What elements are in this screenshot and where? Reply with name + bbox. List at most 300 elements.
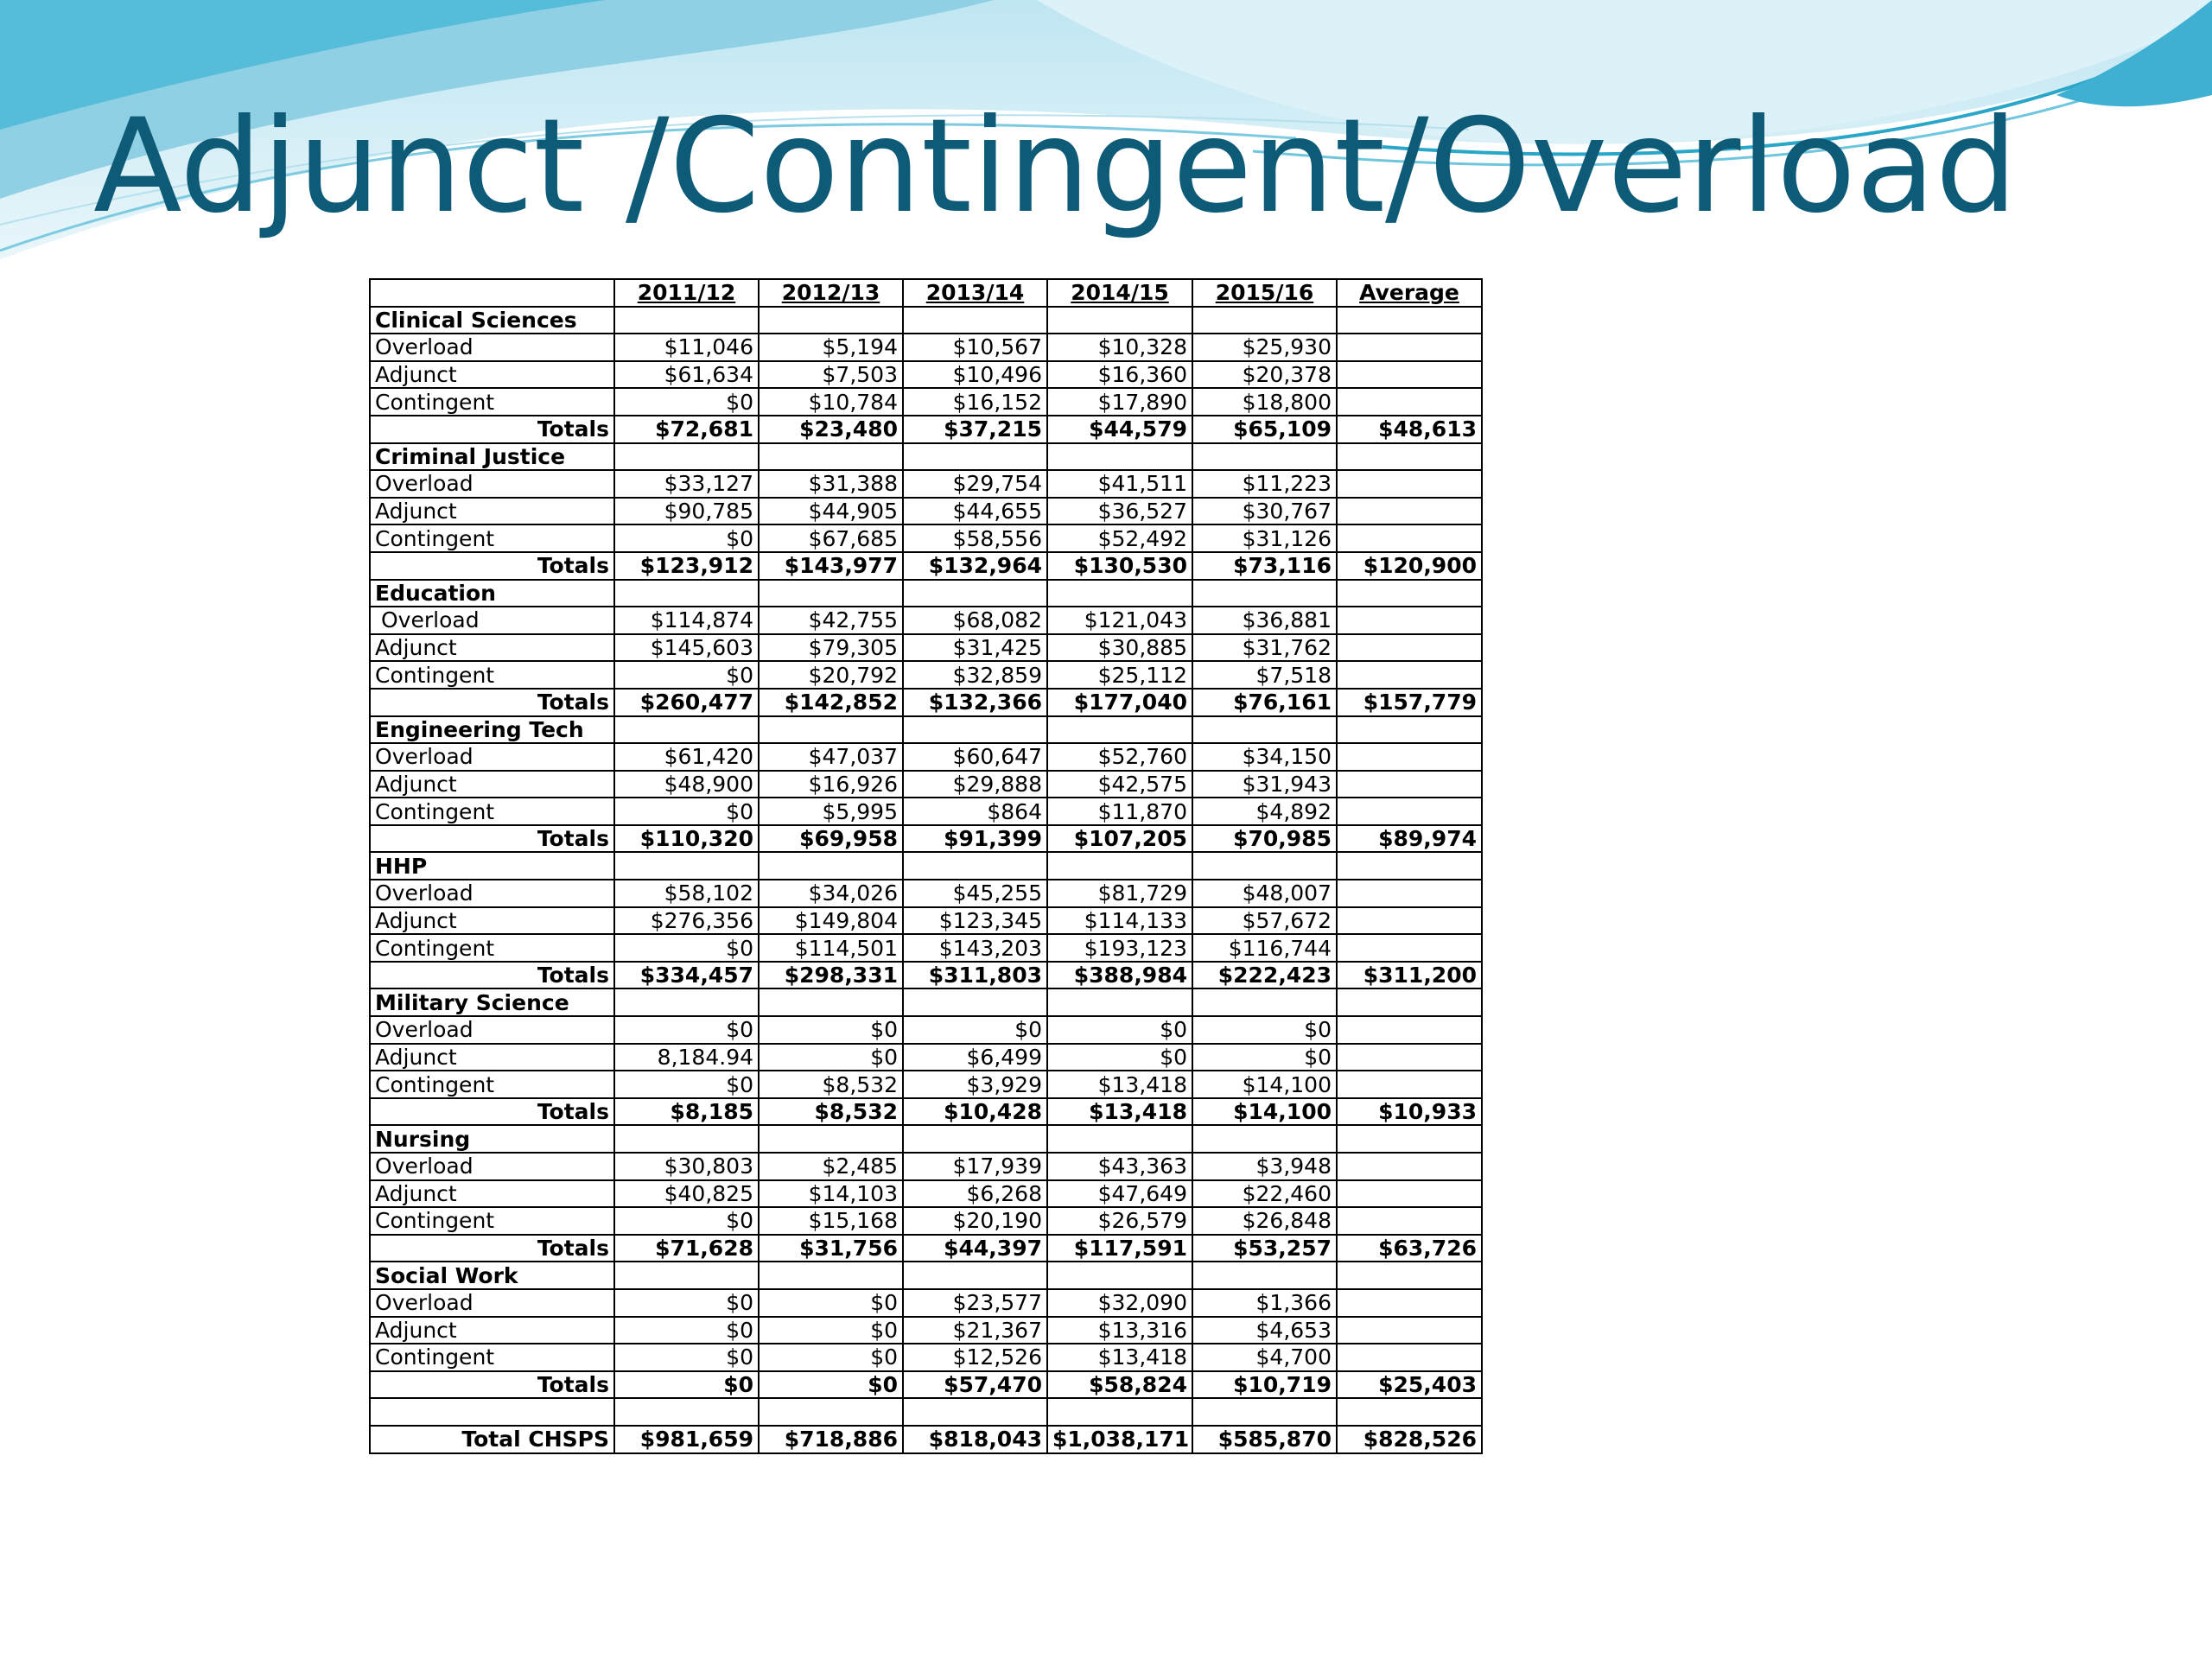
value-cell	[1047, 443, 1192, 471]
value-cell: $34,150	[1192, 743, 1337, 771]
value-cell	[1047, 307, 1192, 334]
value-cell: $311,803	[903, 962, 1047, 989]
table-row	[370, 498, 1482, 525]
value-cell	[1337, 1016, 1482, 1044]
value-cell: $132,964	[903, 552, 1047, 580]
budget-table	[369, 278, 1483, 1454]
column-header: Average	[1337, 279, 1482, 307]
value-cell	[1337, 1071, 1482, 1098]
row-label: Criminal Justice	[370, 443, 614, 471]
value-cell: $17,939	[903, 1153, 1047, 1180]
value-cell: $107,205	[1047, 825, 1192, 853]
section-header-row	[370, 988, 1482, 1016]
row-label: Adjunct	[370, 907, 614, 935]
value-cell: $60,647	[903, 743, 1047, 771]
table-row	[370, 771, 1482, 798]
value-cell: $72,681	[614, 416, 759, 443]
row-label: Overload	[370, 880, 614, 907]
value-cell: $0	[614, 798, 759, 825]
value-cell: $0	[614, 1317, 759, 1344]
value-cell	[1337, 607, 1482, 634]
value-cell: $48,900	[614, 771, 759, 798]
row-label: Adjunct	[370, 1317, 614, 1344]
value-cell: $26,848	[1192, 1207, 1337, 1235]
value-cell	[759, 988, 903, 1016]
value-cell: $8,185	[614, 1098, 759, 1126]
slide-title: Adjunct /Contingent/Overload	[93, 92, 2018, 242]
value-cell	[1337, 1344, 1482, 1371]
row-label: Contingent	[370, 934, 614, 962]
value-cell: $110,320	[614, 825, 759, 853]
value-cell: $17,890	[1047, 388, 1192, 416]
row-label: Totals	[370, 689, 614, 716]
table-header-row	[370, 279, 1482, 307]
value-cell: $0	[759, 1044, 903, 1071]
value-cell	[1337, 880, 1482, 907]
value-cell: $143,203	[903, 934, 1047, 962]
value-cell: $16,926	[759, 771, 903, 798]
totals-row	[370, 1371, 1482, 1399]
table-row	[370, 470, 1482, 498]
value-cell	[614, 443, 759, 471]
table-row	[370, 334, 1482, 361]
table-row	[370, 1153, 1482, 1180]
table-row	[370, 661, 1482, 689]
value-cell: $45,255	[903, 880, 1047, 907]
value-cell: $70,985	[1192, 825, 1337, 853]
value-cell: $81,729	[1047, 880, 1192, 907]
value-cell: $89,974	[1337, 825, 1482, 853]
value-cell	[903, 580, 1047, 607]
value-cell: $91,399	[903, 825, 1047, 853]
table-row	[370, 607, 1482, 634]
row-label: Social Work	[370, 1262, 614, 1289]
value-cell: $123,912	[614, 552, 759, 580]
value-cell: $14,100	[1192, 1098, 1337, 1126]
value-cell: $36,527	[1047, 498, 1192, 525]
value-cell: $260,477	[614, 689, 759, 716]
value-cell	[759, 307, 903, 334]
value-cell	[759, 1125, 903, 1153]
value-cell: $117,591	[1047, 1235, 1192, 1262]
value-cell	[1337, 1398, 1482, 1426]
value-cell: $3,929	[903, 1071, 1047, 1098]
totals-row	[370, 552, 1482, 580]
value-cell: $1,366	[1192, 1289, 1337, 1317]
value-cell: $31,388	[759, 470, 903, 498]
value-cell: $0	[614, 934, 759, 962]
value-cell: $193,123	[1047, 934, 1192, 962]
value-cell: $121,043	[1047, 607, 1192, 634]
value-cell: $222,423	[1192, 962, 1337, 989]
row-label: Education	[370, 580, 614, 607]
row-label: Military Science	[370, 988, 614, 1016]
value-cell: $114,133	[1047, 907, 1192, 935]
value-cell: $0	[903, 1016, 1047, 1044]
value-cell: $0	[614, 388, 759, 416]
value-cell: $143,977	[759, 552, 903, 580]
value-cell	[1047, 852, 1192, 880]
table-row	[370, 1289, 1482, 1317]
value-cell: $37,215	[903, 416, 1047, 443]
value-cell	[1337, 361, 1482, 389]
value-cell: $34,026	[759, 880, 903, 907]
value-cell	[1192, 716, 1337, 744]
value-cell: $0	[1192, 1044, 1337, 1071]
table-row	[370, 524, 1482, 552]
value-cell: $11,223	[1192, 470, 1337, 498]
value-cell	[1337, 1289, 1482, 1317]
value-cell	[1337, 524, 1482, 552]
value-cell: $3,948	[1192, 1153, 1337, 1180]
table-row	[370, 1207, 1482, 1235]
value-cell: $47,037	[759, 743, 903, 771]
value-cell: $21,367	[903, 1317, 1047, 1344]
row-label: Contingent	[370, 1344, 614, 1371]
value-cell: $276,356	[614, 907, 759, 935]
table-row	[370, 1180, 1482, 1208]
row-label: Overload	[370, 607, 614, 634]
value-cell: $61,420	[614, 743, 759, 771]
column-header: 2012/13	[759, 279, 903, 307]
value-cell: $334,457	[614, 962, 759, 989]
value-cell	[1337, 498, 1482, 525]
value-cell: $44,579	[1047, 416, 1192, 443]
row-label: Totals	[370, 962, 614, 989]
value-cell: $6,499	[903, 1044, 1047, 1071]
value-cell: $123,345	[903, 907, 1047, 935]
value-cell: $8,532	[759, 1098, 903, 1126]
value-cell: $864	[903, 798, 1047, 825]
value-cell: $44,905	[759, 498, 903, 525]
value-cell	[614, 1125, 759, 1153]
value-cell: $0	[614, 1289, 759, 1317]
row-label: Totals	[370, 1371, 614, 1399]
value-cell: $13,316	[1047, 1317, 1192, 1344]
value-cell: $47,649	[1047, 1180, 1192, 1208]
value-cell: $44,655	[903, 498, 1047, 525]
value-cell: $41,511	[1047, 470, 1192, 498]
value-cell	[614, 716, 759, 744]
section-header-row	[370, 307, 1482, 334]
value-cell: $4,700	[1192, 1344, 1337, 1371]
value-cell	[1337, 743, 1482, 771]
value-cell: $388,984	[1047, 962, 1192, 989]
row-label: Contingent	[370, 798, 614, 825]
value-cell: $132,366	[903, 689, 1047, 716]
row-label: Engineering Tech	[370, 716, 614, 744]
value-cell	[903, 307, 1047, 334]
section-header-row	[370, 852, 1482, 880]
value-cell	[903, 1262, 1047, 1289]
value-cell	[1192, 852, 1337, 880]
row-label: Overload	[370, 1153, 614, 1180]
value-cell	[1337, 307, 1482, 334]
value-cell: $311,200	[1337, 962, 1482, 989]
value-cell	[614, 1262, 759, 1289]
totals-row	[370, 825, 1482, 853]
row-label: Adjunct	[370, 361, 614, 389]
value-cell	[1337, 470, 1482, 498]
value-cell	[1337, 1153, 1482, 1180]
value-cell: $58,102	[614, 880, 759, 907]
value-cell: $0	[614, 1344, 759, 1371]
value-cell	[1192, 307, 1337, 334]
value-cell: $0	[1192, 1016, 1337, 1044]
totals-row	[370, 962, 1482, 989]
row-label: Contingent	[370, 661, 614, 689]
value-cell: $29,754	[903, 470, 1047, 498]
value-cell: $10,719	[1192, 1371, 1337, 1399]
value-cell: $8,532	[759, 1071, 903, 1098]
value-cell: $2,485	[759, 1153, 903, 1180]
table-row	[370, 880, 1482, 907]
value-cell: $18,800	[1192, 388, 1337, 416]
totals-row	[370, 689, 1482, 716]
value-cell: $31,762	[1192, 634, 1337, 662]
row-label: Adjunct	[370, 498, 614, 525]
value-cell: $48,007	[1192, 880, 1337, 907]
value-cell	[1337, 852, 1482, 880]
value-cell: $16,152	[903, 388, 1047, 416]
value-cell	[1047, 580, 1192, 607]
value-cell: $142,852	[759, 689, 903, 716]
value-cell: $26,579	[1047, 1207, 1192, 1235]
value-cell: $0	[614, 661, 759, 689]
totals-row	[370, 1235, 1482, 1262]
value-cell: $5,995	[759, 798, 903, 825]
value-cell: $7,518	[1192, 661, 1337, 689]
value-cell	[759, 580, 903, 607]
value-cell: $42,575	[1047, 771, 1192, 798]
value-cell	[903, 988, 1047, 1016]
value-cell	[1192, 1125, 1337, 1153]
value-cell: $30,885	[1047, 634, 1192, 662]
value-cell: $10,567	[903, 334, 1047, 361]
value-cell	[1337, 1262, 1482, 1289]
value-cell: $818,043	[903, 1426, 1047, 1453]
value-cell: $14,103	[759, 1180, 903, 1208]
row-label: Overload	[370, 470, 614, 498]
section-header-row	[370, 1262, 1482, 1289]
value-cell	[614, 988, 759, 1016]
value-cell: $65,109	[1192, 416, 1337, 443]
value-cell: $0	[614, 1071, 759, 1098]
value-cell	[1337, 716, 1482, 744]
value-cell: $52,492	[1047, 524, 1192, 552]
value-cell: $25,112	[1047, 661, 1192, 689]
header-corner-cell	[370, 279, 614, 307]
value-cell	[614, 307, 759, 334]
value-cell: $22,460	[1192, 1180, 1337, 1208]
value-cell	[903, 852, 1047, 880]
value-cell: $10,428	[903, 1098, 1047, 1126]
value-cell: $114,501	[759, 934, 903, 962]
value-cell: $69,958	[759, 825, 903, 853]
value-cell: $120,900	[1337, 552, 1482, 580]
value-cell: $31,756	[759, 1235, 903, 1262]
value-cell: $40,825	[614, 1180, 759, 1208]
value-cell: $29,888	[903, 771, 1047, 798]
row-label: Totals	[370, 825, 614, 853]
table-row	[370, 798, 1482, 825]
value-cell: $4,653	[1192, 1317, 1337, 1344]
totals-row	[370, 1098, 1482, 1126]
spacer-row	[370, 1398, 1482, 1426]
grand-total-row	[370, 1426, 1482, 1453]
value-cell	[759, 1262, 903, 1289]
value-cell: $0	[1047, 1016, 1192, 1044]
section-header-row	[370, 443, 1482, 471]
table-row	[370, 907, 1482, 935]
value-cell: $33,127	[614, 470, 759, 498]
value-cell: $157,779	[1337, 689, 1482, 716]
value-cell: $10,496	[903, 361, 1047, 389]
value-cell: $585,870	[1192, 1426, 1337, 1453]
value-cell: $116,744	[1192, 934, 1337, 962]
value-cell: $90,785	[614, 498, 759, 525]
row-label: Contingent	[370, 1207, 614, 1235]
value-cell	[1337, 1207, 1482, 1235]
table-row	[370, 934, 1482, 962]
value-cell	[1047, 1262, 1192, 1289]
row-label: Overload	[370, 334, 614, 361]
value-cell: $13,418	[1047, 1344, 1192, 1371]
value-cell: $0	[1047, 1044, 1192, 1071]
value-cell: $23,577	[903, 1289, 1047, 1317]
table-row	[370, 1317, 1482, 1344]
value-cell: $12,526	[903, 1344, 1047, 1371]
value-cell	[614, 580, 759, 607]
value-cell: $0	[614, 1371, 759, 1399]
value-cell: $1,038,171	[1047, 1426, 1192, 1453]
value-cell	[614, 852, 759, 880]
value-cell: $79,305	[759, 634, 903, 662]
row-label: Adjunct	[370, 1180, 614, 1208]
value-cell	[1337, 907, 1482, 935]
value-cell: $52,760	[1047, 743, 1192, 771]
value-cell: $11,870	[1047, 798, 1192, 825]
value-cell	[1337, 798, 1482, 825]
value-cell: $58,824	[1047, 1371, 1192, 1399]
row-label	[370, 1398, 614, 1426]
value-cell	[1047, 1398, 1192, 1426]
value-cell: $6,268	[903, 1180, 1047, 1208]
value-cell: $48,613	[1337, 416, 1482, 443]
section-header-row	[370, 1125, 1482, 1153]
value-cell: $7,503	[759, 361, 903, 389]
value-cell: $67,685	[759, 524, 903, 552]
value-cell	[1047, 988, 1192, 1016]
value-cell: $4,892	[1192, 798, 1337, 825]
value-cell: $20,190	[903, 1207, 1047, 1235]
value-cell: $57,470	[903, 1371, 1047, 1399]
value-cell	[903, 443, 1047, 471]
value-cell: 8,184.94	[614, 1044, 759, 1071]
value-cell: $16,360	[1047, 361, 1192, 389]
value-cell: $11,046	[614, 334, 759, 361]
value-cell	[1192, 1262, 1337, 1289]
table-row	[370, 1016, 1482, 1044]
value-cell: $42,755	[759, 607, 903, 634]
value-cell: $30,767	[1192, 498, 1337, 525]
value-cell: $68,082	[903, 607, 1047, 634]
table-row	[370, 1344, 1482, 1371]
value-cell	[1047, 1125, 1192, 1153]
section-header-row	[370, 716, 1482, 744]
value-cell: $0	[759, 1344, 903, 1371]
value-cell	[1337, 1317, 1482, 1344]
value-cell: $63,726	[1337, 1235, 1482, 1262]
value-cell	[903, 716, 1047, 744]
row-label: Overload	[370, 743, 614, 771]
value-cell: $0	[614, 1016, 759, 1044]
value-cell	[1192, 580, 1337, 607]
row-label: Clinical Sciences	[370, 307, 614, 334]
value-cell	[1337, 661, 1482, 689]
row-label: Totals	[370, 552, 614, 580]
value-cell	[1337, 580, 1482, 607]
value-cell: $10,784	[759, 388, 903, 416]
value-cell	[1337, 1044, 1482, 1071]
row-label: Contingent	[370, 524, 614, 552]
value-cell: $145,603	[614, 634, 759, 662]
value-cell: $149,804	[759, 907, 903, 935]
value-cell: $25,930	[1192, 334, 1337, 361]
value-cell	[1047, 716, 1192, 744]
value-cell: $718,886	[759, 1426, 903, 1453]
value-cell: $32,859	[903, 661, 1047, 689]
value-cell	[903, 1398, 1047, 1426]
value-cell: $13,418	[1047, 1071, 1192, 1098]
value-cell	[614, 1398, 759, 1426]
value-cell: $53,257	[1192, 1235, 1337, 1262]
value-cell: $20,792	[759, 661, 903, 689]
row-label: Overload	[370, 1289, 614, 1317]
value-cell: $25,403	[1337, 1371, 1482, 1399]
value-cell: $298,331	[759, 962, 903, 989]
row-label: Contingent	[370, 1071, 614, 1098]
value-cell: $44,397	[903, 1235, 1047, 1262]
value-cell: $23,480	[759, 416, 903, 443]
value-cell: $10,933	[1337, 1098, 1482, 1126]
table-row	[370, 1044, 1482, 1071]
value-cell: $31,126	[1192, 524, 1337, 552]
value-cell	[1337, 334, 1482, 361]
value-cell	[759, 1398, 903, 1426]
row-label: Totals	[370, 1098, 614, 1126]
value-cell	[759, 852, 903, 880]
table-row	[370, 743, 1482, 771]
value-cell: $15,168	[759, 1207, 903, 1235]
value-cell: $14,100	[1192, 1071, 1337, 1098]
value-cell	[759, 443, 903, 471]
value-cell: $0	[614, 1207, 759, 1235]
section-header-row	[370, 580, 1482, 607]
value-cell	[1337, 443, 1482, 471]
row-label: Totals	[370, 1235, 614, 1262]
value-cell: $114,874	[614, 607, 759, 634]
column-header: 2015/16	[1192, 279, 1337, 307]
table-row	[370, 361, 1482, 389]
row-label: Adjunct	[370, 634, 614, 662]
value-cell: $0	[759, 1289, 903, 1317]
value-cell: $0	[759, 1371, 903, 1399]
row-label: Contingent	[370, 388, 614, 416]
value-cell	[1337, 388, 1482, 416]
value-cell	[1192, 1398, 1337, 1426]
table-row	[370, 388, 1482, 416]
